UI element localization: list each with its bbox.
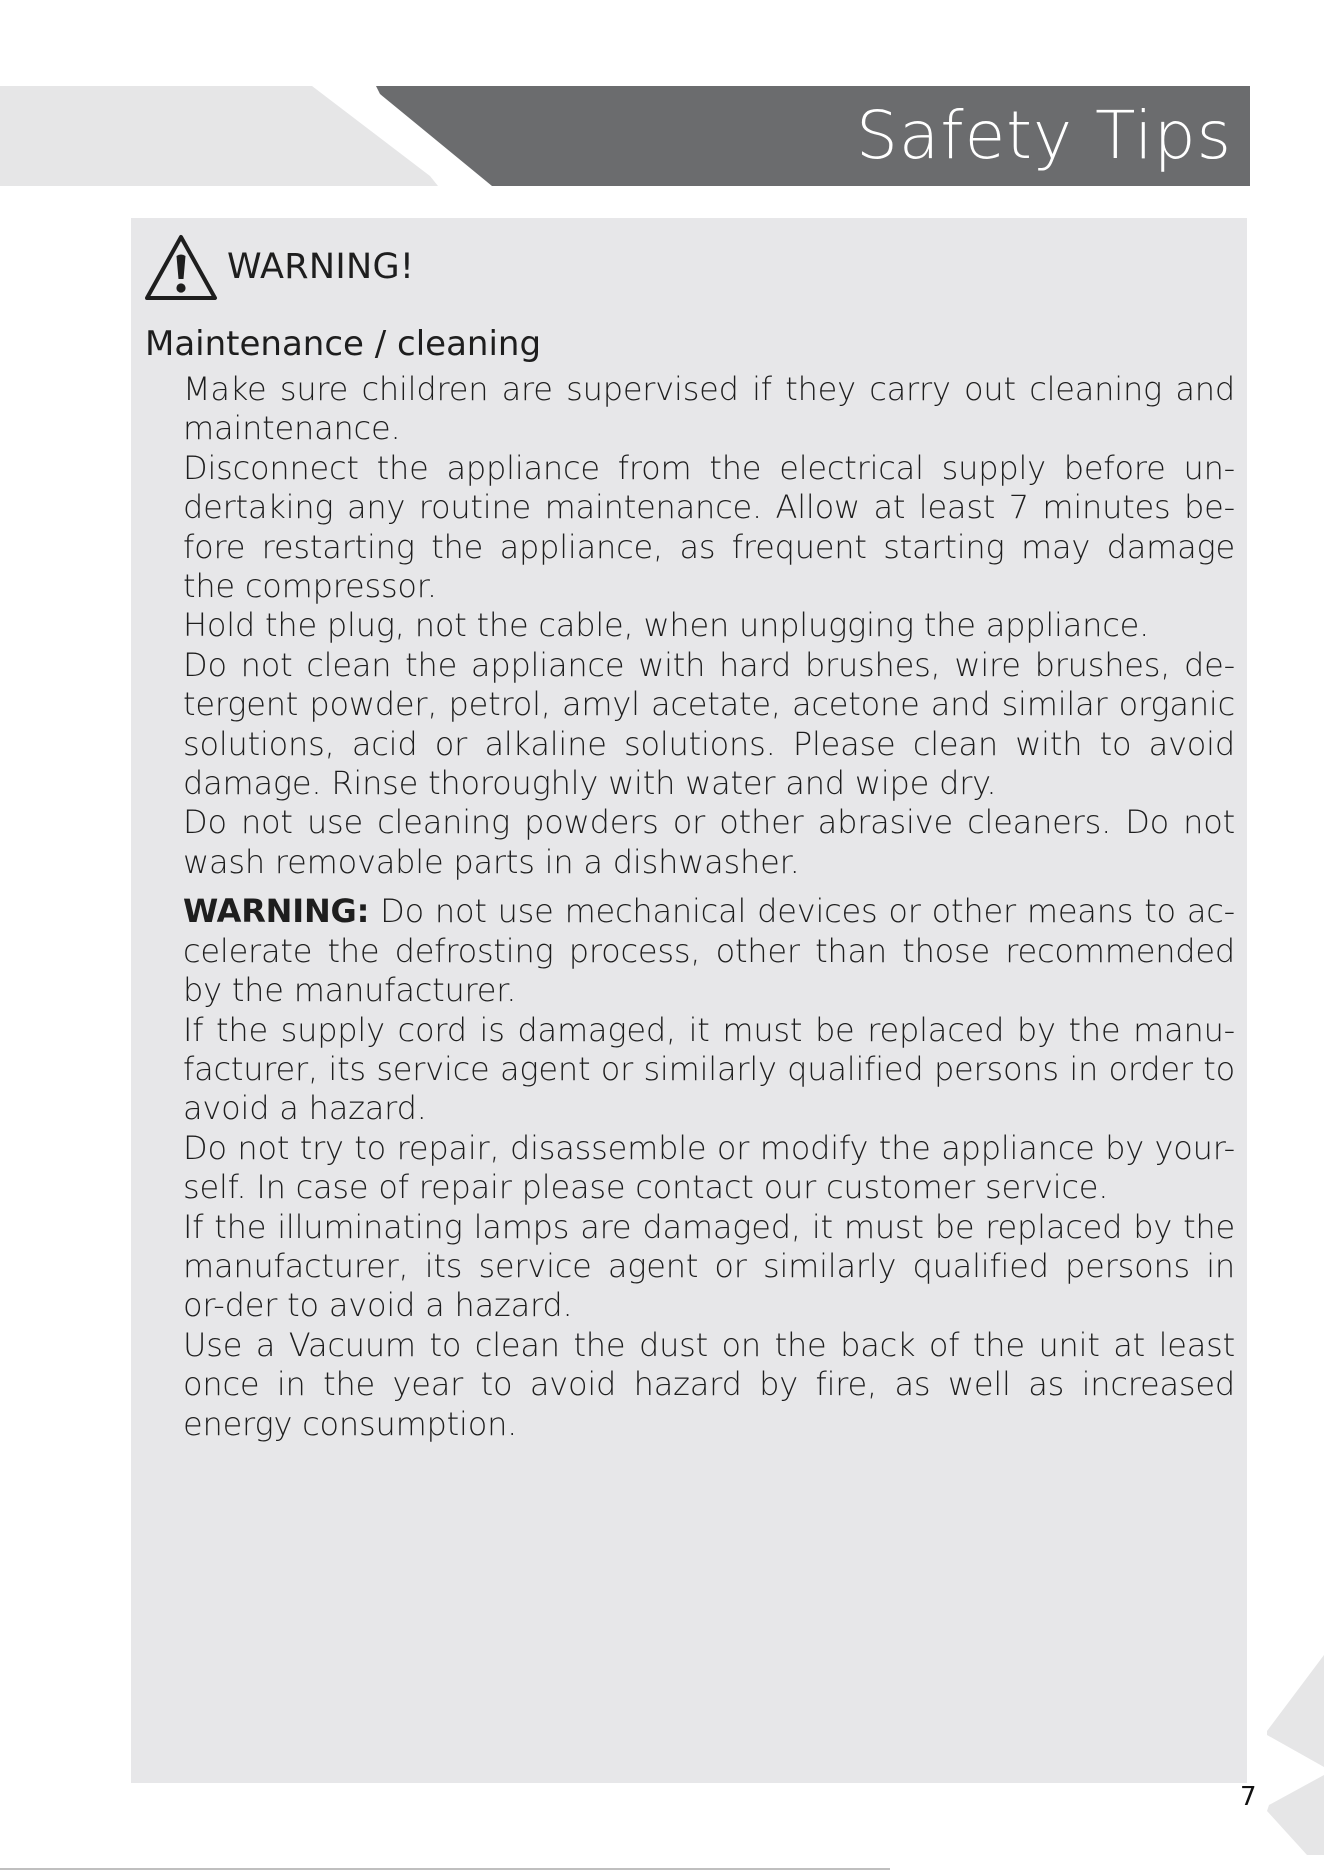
paragraph-lamps: If the illuminating lamps are damaged, it must be replaced by the manufacturer, its service agent or similarly qualified persons in or-der to avoid a hazard.	[183, 1207, 1235, 1325]
paragraph-supervision: Make sure children are supervised if they carry out cleaning and maintenance.	[183, 370, 1235, 448]
paragraph-powders: Do not use cleaning powders or other abrasive cleaners. Do not wash removable parts in a dishwasher.	[183, 803, 1235, 881]
paragraph-supply-cord: If the supply cord is damaged, it must be replaced by the manu-facturer, its service agent or similarly qualified persons in order to avoid a hazard.	[183, 1010, 1235, 1128]
page-title: Safety Tips	[856, 97, 1232, 174]
paragraph-disconnect: Disconnect the appliance from the electrical supply before un-dertaking any routine maintenance. Allow at least 7 minutes be-fore restarting the appliance, as frequent starting may damage the compressor.	[183, 448, 1235, 606]
paragraph-repair: Do not try to repair, disassemble or modify the appliance by your-self. In case of repair please contact our customer service.	[183, 1128, 1235, 1207]
corner-decoration	[1189, 1655, 1324, 1855]
paragraph-plug: Hold the plug, not the cable, when unplugging the appliance.	[183, 606, 1150, 645]
header-tab-light	[0, 86, 438, 186]
paragraph-vacuum: Use a Vacuum to clean the dust on the back of the unit at least once in the year to avoid hazard by fire, as well as increased energy consumption.	[183, 1325, 1235, 1443]
body-text	[183, 370, 1235, 1444]
bottom-rule	[0, 1868, 890, 1870]
warning-triangle-icon	[143, 232, 219, 302]
section-heading: Maintenance / cleaning	[145, 324, 542, 364]
page-number: 7	[1240, 1782, 1257, 1812]
paragraph-defrosting-warning	[183, 892, 1235, 1010]
warning-label: WARNING!	[227, 247, 415, 287]
warning-inline-label: WARNING:	[183, 892, 370, 931]
paragraph-brushes: Do not clean the appliance with hard brushes, wire brushes, de-tergent powder, petrol, amyl acetate, acetone and similar organic solutions, acid or alkaline solutions. Please clean with to avoid damage. Rinse thoroughly with water and wipe dry.	[183, 645, 1235, 803]
warning-heading	[143, 232, 414, 302]
paragraph-defrosting-text: Do not use mechanical devices or other means to ac-celerate the defrosting process, other than those recommended by the manufacturer.	[183, 892, 1235, 1010]
